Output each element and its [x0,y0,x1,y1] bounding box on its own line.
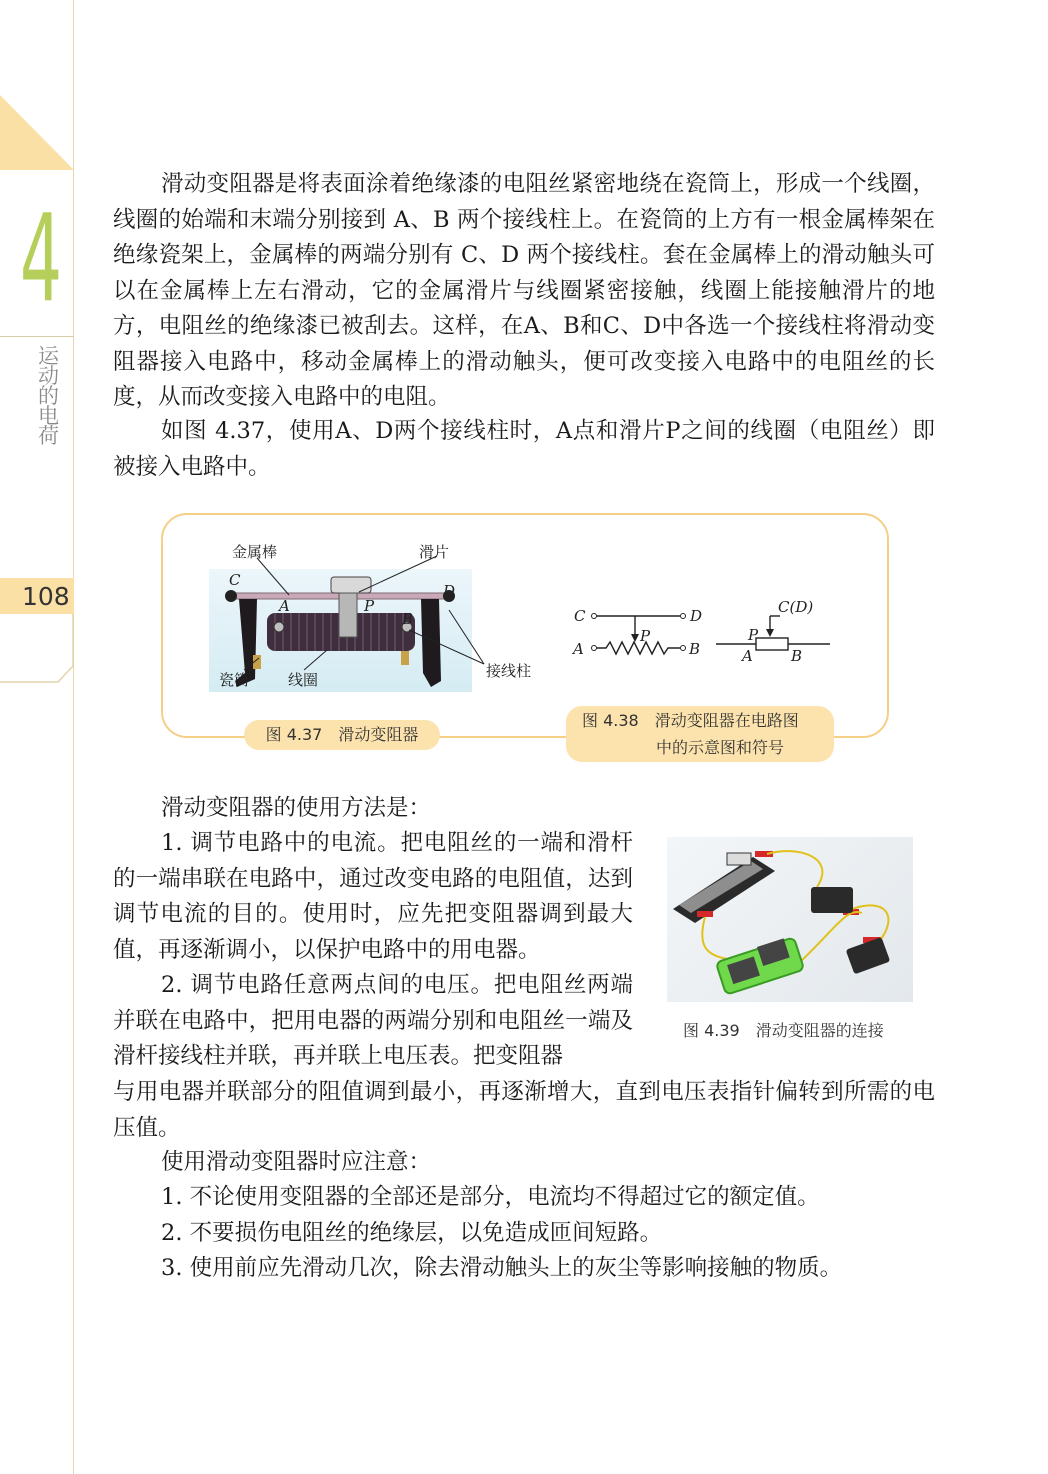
margin-line [73,0,74,1474]
paragraph-note-2: 2. 不要损伤电阻丝的绝缘层，以免造成匝间短路。 [161,1220,663,1246]
paragraph-note-3: 3. 使用前应先滑动几次，除去滑动触头上的灰尘等影响接触的物质。 [161,1255,843,1281]
label-438-D: D [690,607,703,625]
paragraph-note-1: 1. 不论使用变阻器的全部还是部分，电流均不得超过它的额定值。 [161,1184,820,1210]
label-438-C: C [574,607,586,625]
paragraph-usage-voltage-cont: 与用电器并联部分的阻值调到最小，再逐渐增大，直到电压表指针偏转到所需的电压值。 [113,1079,935,1141]
chapter-title: 运动的电荷 [38,344,59,448]
label-porcelain-tube: 瓷筒 [219,671,250,689]
label-437-A: A [279,597,290,615]
label-437-P: P [364,597,375,615]
label-438-A: A [573,640,584,658]
paragraph-notes-intro: 使用滑动变阻器时应注意： [161,1149,432,1175]
paragraph-usage-current: 1. 调节电路中的电流。把电阻丝的一端和滑杆的一端串联在电路中，通过改变电路的电阻值，达到调节电流的目的。使用时，应先把变阻器调到最大值，再逐渐调小，以保护电路中的用电器。 [113,830,633,963]
paragraph-usage-voltage: 2. 调节电路任意两点间的电压。把电阻丝两端并联在电路中，把用电器的两端分别和电阻丝一端及滑杆接线柱并联，再并联上电压表。把变阻器 [113,972,633,1069]
chapter-number: 4 [20,190,62,329]
label-438-symbol-A: A [742,647,753,665]
label-438-symbol-P: P [748,626,759,644]
label-slider: 滑片 [419,543,450,561]
paragraph-usage-intro: 滑动变阻器的使用方法是： [161,795,432,821]
label-coil: 线圈 [288,671,319,689]
rheostat-connection-photo [667,837,913,1002]
label-437-D: D [443,582,456,600]
paragraph-rheostat-structure: 滑动变阻器是将表面涂着绝缘漆的电阻丝紧密地绕在瓷筒上，形成一个线圈，线圈的始端和末端分别接到 A、B 两个接线柱上。在瓷筒的上方有一根金属棒架在绝缘瓷架上，金属棒的两端分别有 C、D 两个接线柱。套在金属棒上的滑动触头可以在金属棒上左右滑动，它的金属滑片与线圈紧密接触，线圈上能接触滑片的地方，电阻丝的绝缘漆已被刮去。这样，在A、B和C、D中各选一个接线柱将滑动变阻器接入电路中，移动金属棒上的滑动触头，便可改变接入电路中的电阻丝的长度，从而改变接入电路中的电阻。 [113,171,935,410]
label-438-symbol-CD: C(D) [778,598,814,616]
label-438-P: P [640,627,651,645]
figure-438-caption-line2: 中的示意图和符号 [656,738,785,757]
label-438-symbol-B: B [791,647,803,665]
corner-decoration [0,95,74,170]
figure-438-caption [566,706,834,762]
chapter-divider [0,336,74,337]
label-438-B: B [689,640,701,658]
figure-439-caption: 图 4.39 滑动变阻器的连接 [683,1021,884,1040]
label-terminal: 接线柱 [486,662,532,680]
paragraph-ad-terminals: 如图 4.37，使用A、D两个接线柱时，A点和滑片P之间的线圈（电阻丝）即被接入电路中。 [113,418,935,480]
label-437-C: C [229,571,241,589]
label-437-B: B [402,610,414,628]
page-number: 108 [22,582,70,611]
figure-437-caption: 图 4.37 滑动变阻器 [244,720,440,750]
page-tab-outline [0,614,74,684]
figure-438-caption-line1: 图 4.38 滑动变阻器在电路图 [582,711,799,730]
label-metal-rod: 金属棒 [232,543,278,561]
